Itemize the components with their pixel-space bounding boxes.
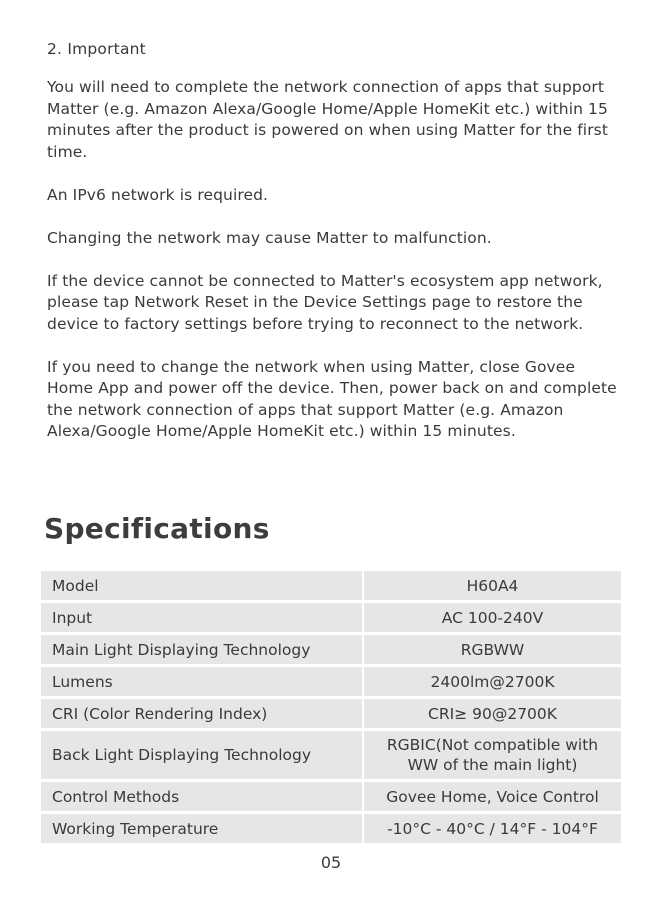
spec-value: -10°C - 40°C / 14°F - 104°F: [362, 814, 621, 843]
spec-value: Govee Home, Voice Control: [362, 782, 621, 811]
important-notes: [47, 77, 622, 464]
spec-label: Input: [41, 603, 362, 632]
table-row: [41, 635, 621, 664]
page-number: 05: [320, 853, 342, 872]
spec-value: RGBIC(Not compatible with WW of the main light): [362, 731, 621, 779]
spec-value: AC 100-240V: [362, 603, 621, 632]
note-paragraph: Changing the network may cause Matter to malfunction.: [47, 228, 492, 247]
spec-label: CRI (Color Rendering Index): [41, 699, 362, 728]
table-row: [41, 731, 621, 779]
spec-label: Lumens: [41, 667, 362, 696]
table-row: [41, 571, 621, 600]
table-row: [41, 814, 621, 843]
spec-value: CRI≥ 90@2700K: [362, 699, 621, 728]
note-paragraph: If the device cannot be connected to Matter's ecosystem app network, please tap Network Reset in the Device Settings page to restore the device to factory settings before trying to reconnect to the network.: [47, 271, 603, 333]
table-row: [41, 782, 621, 811]
table-row: [41, 667, 621, 696]
spec-label: Working Temperature: [41, 814, 362, 843]
spec-value: H60A4: [362, 571, 621, 600]
spec-label: Back Light Displaying Technology: [41, 731, 362, 779]
spec-value: RGBWW: [362, 635, 621, 664]
specifications-title: Specifications: [44, 512, 270, 545]
section-heading: 2. Important: [47, 40, 146, 58]
note-paragraph: You will need to complete the network connection of apps that support Matter (e.g. Amazon Alexa/Google Home/Apple HomeKit etc.) within 15 minutes after the product is powered on when using Matter for the first time.: [47, 78, 609, 161]
spec-value: 2400lm@2700K: [362, 667, 621, 696]
spec-label: Main Light Displaying Technology: [41, 635, 362, 664]
note-paragraph: An IPv6 network is required.: [47, 185, 269, 204]
spec-label: Control Methods: [41, 782, 362, 811]
note-paragraph: If you need to change the network when using Matter, close Govee Home App and power off the device. Then, power back on and complete the network connection of apps that support Matter (e.g. Amazon Alexa/Google Home/Apple HomeKit etc.) within 15 minutes.: [47, 357, 617, 440]
table-row: [41, 699, 621, 728]
spec-label: Model: [41, 571, 362, 600]
table-row: [41, 603, 621, 632]
specifications-table: [41, 568, 621, 846]
